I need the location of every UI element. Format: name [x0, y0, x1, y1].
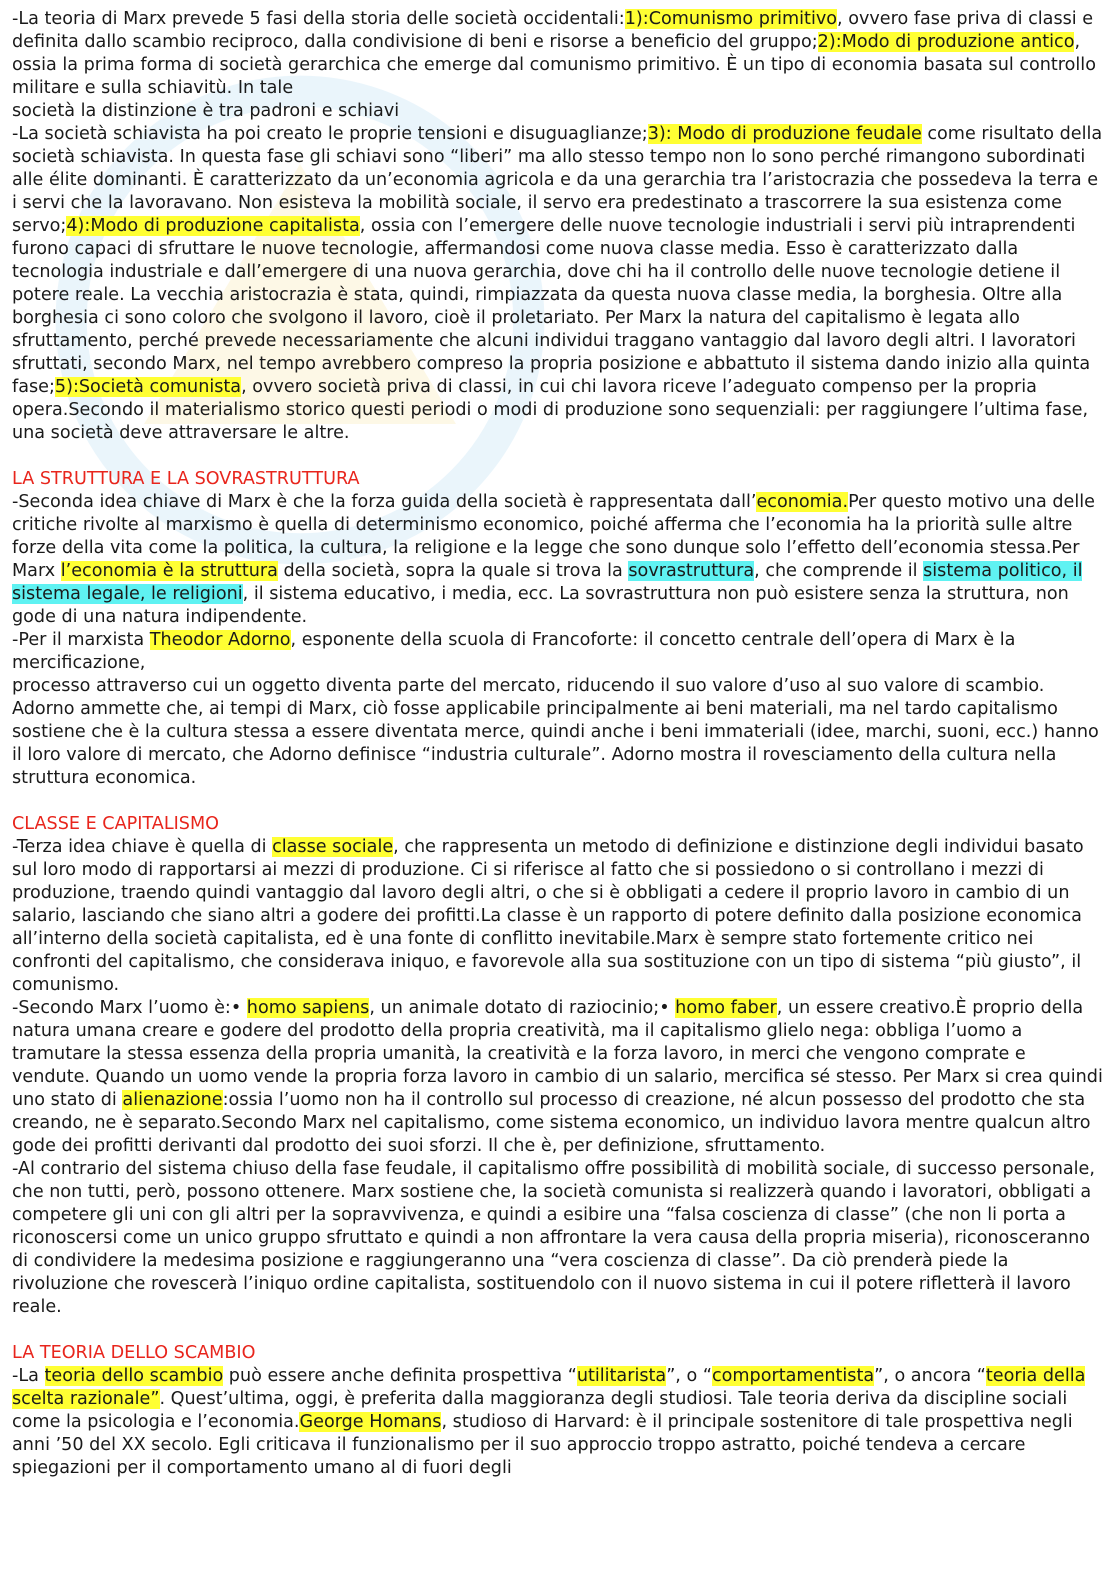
paragraph-mercificazione: processo attraverso cui un oggetto diventa parte del mercato, riducendo il suo valore d’uso al suo valore di scambio. Adorno ammette che, ai tempi di Marx, ciò fosse applicabile principalmente ai beni materiali, ma nel tardo capitalismo sostiene che è la cultura stessa a essere diventata merce, quindi anche i beni immateriali (idee, marchi, suoni, ecc.) hanno il loro valore di mercato, che Adorno definisce “industria culturale”. Adorno mostra il rovesciamento della cultura nella struttura economica.: [12, 676, 1099, 788]
highlight-societa-comunista: 5):Società comunista: [54, 377, 242, 397]
highlight-teoria-dello-scambio: teoria dello scambio: [44, 1366, 224, 1386]
highlight-modo-produzione-capitalista: 4):Modo di produzione capitalista: [66, 216, 360, 236]
paragraph-teoria-scambio: -La teoria dello scambio può essere anche definita prospettiva “utilitarista”, o “comportamentista”, o ancora “teoria della scelta razionale”. Quest’ultima, oggi, è preferita dalla maggioranza degli studiosi. Tale teoria deriva da discipline sociali come la psicologia e l’economia.George Homans, studioso di Harvard: è il principale sostenitore di tale prospettiva negli anni ’50 del XX secolo. Egli criticava il funzionalismo per il suo approccio troppo astratto, poiché tendeva a cercare spiegazioni per il comportamento umano al di fuori degli: [12, 1366, 1086, 1478]
highlight-classe-sociale: classe sociale: [272, 837, 394, 857]
highlight-economia: economia.: [756, 492, 849, 512]
paragraph-classe-sociale: -Terza idea chiave è quella di classe sociale, che rappresenta un metodo di definizione e distinzione degli individui basato sul loro modo di rapportarsi ai mezzi di produzione. Ci si riferisce al fatto che si possiedono o si controllano i mezzi di produzione, traendo quindi vantaggio dal lavoro degli altri, o che si è obbligati a cedere il proprio lavoro in cambio di un salario, lasciando che siano altri a godere dei profitti.La classe è un rapporto di potere definito dalla posizione economica all’interno della società capitalista, ed è una fonte di conflitto inevitabile.Marx è sempre stato fortemente critico nei confronti del capitalismo, che considerava iniquo, e favorevole alla sua sostituzione con un tipo di sistema “più giusto”, il comunismo.: [12, 837, 1084, 995]
highlight-comportamentista: comportamentista: [711, 1366, 875, 1386]
highlight-teoria-scelta-razionale: teoria della scelta razionale”: [12, 1366, 1086, 1409]
highlight-homo-sapiens: homo sapiens: [246, 998, 370, 1018]
document-page: [12, 8, 1104, 1480]
highlight-economia-struttura: l’economia è la struttura: [60, 561, 278, 581]
paragraph-marx-phases: -La teoria di Marx prevede 5 fasi della storia delle società occidentali:1):Comunismo primitivo, ovvero fase priva di classi e definita dallo scambio reciproco, dalla condivisione di beni e risorse a beneficio del gruppo;2):Modo di produzione antico, ossia la prima forma di società gerarchica che emerge dal comunismo primitivo. È un tipo di economia basata sul controllo militare e sulla schiavitù. In tale: [12, 9, 1096, 98]
highlight-modo-produzione-feudale: 3): Modo di produzione feudale: [647, 124, 922, 144]
paragraph-mobilita-sociale: -Al contrario del sistema chiuso della fase feudale, il capitalismo offre possibilità di mobilità sociale, di successo personale, che non tutti, però, possono ottenere. Marx sostiene che, la società comunista si realizzerà quando i lavoratori, obbligati a competere gli uni con gli altri per la sopravvivenza, e quindi a esibire una “falsa coscienza di classe” (che non li porta a riconoscersi come un unico gruppo sfruttato e quindi a non affrontare la vera causa della propria miseria), riconosceranno di condividere la medesima posizione e raggiungeranno una “vera coscienza di classe”. Da ciò prenderà piede la rivoluzione che rovescerà l’iniquo ordine capitalista, sostituendolo con il nuovo sistema in cui il potere rifletterà il lavoro reale.: [12, 1159, 1095, 1317]
highlight-george-homans: George Homans: [299, 1412, 442, 1432]
highlight-modo-produzione-antico: 2):Modo di produzione antico: [817, 32, 1075, 52]
highlight-homo-faber: homo faber: [675, 998, 777, 1018]
highlight-sistema-politico: sistema politico, il sistema legale, le religioni: [12, 561, 1083, 604]
paragraph-adorno: -Per il marxista Theodor Adorno, esponente della scuola di Francoforte: il concetto centrale dell’opera di Marx è la mercificazione,: [12, 630, 1016, 673]
heading-teoria-scambio: LA TEORIA DELLO SCAMBIO: [12, 1343, 256, 1363]
highlight-utilitarista: utilitarista: [576, 1366, 667, 1386]
highlight-alienazione: alienazione: [122, 1090, 223, 1110]
heading-struttura-sovrastruttura: LA STRUTTURA E LA SOVRASTRUTTURA: [12, 469, 360, 489]
paragraph-padroni-schiavi: società la distinzione è tra padroni e schiavi: [12, 101, 400, 121]
highlight-comunismo-primitivo: 1):Comunismo primitivo: [624, 9, 838, 29]
paragraph-feudal-capitalist: -La società schiavista ha poi creato le proprie tensioni e disuguaglianze;3): Modo di produzione feudale come risultato della società schiavista. In questa fase gli schiavi sono “liberi” ma allo stesso tempo non lo sono perché rimangono subordinati alle élite dominanti. È caratterizzato da un’economia agricola e da una gerarchia tra l’aristocrazia che possedeva la terra e i servi che la lavoravano. Non esisteva la mobilità sociale, il servo era predestinato a trascorrere la sua esistenza come servo;4):Modo di produzione capitalista, ossia con l’emergere delle nuove tecnologie industriali i servi più intraprendenti furono capaci di sfruttare le nuove tecnologie, affermandosi come nuova classe media. Esso è caratterizzato dalla tecnologia industriale e dall’emergere di una nuova gerarchia, dove chi ha il controllo delle nuove tecnologie detiene il potere reale. La vecchia aristocrazia è stata, quindi, rimpiazzata da questa nuova classe media, la borghesia. Oltre alla borghesia ci sono coloro che svolgono il lavoro, cioè il proletariato. Per Marx la natura del capitalismo è legata allo sfruttamento, perché prevede necessariamente che alcuni individui traggano vantaggio dal lavoro degli altri. I lavoratori sfruttati, secondo Marx, nel tempo avrebbero compreso la propria posizione e abbattuto il sistema dando inizio alla quinta fase;5):Società comunista, ovvero società priva di classi, in cui chi lavora riceve l’adeguato compenso per la propria opera.Secondo il materialismo storico questi periodi o modi di produzione sono sequenziali: per raggiungere l’ultima fase, una società deve attraversare le altre.: [12, 124, 1103, 443]
paragraph-economia-struttura: -Seconda idea chiave di Marx è che la forza guida della società è rappresentata dall’economia.Per questo motivo una delle critiche rivolte al marxismo è quella di determinismo economico, poiché afferma che l’economia ha la priorità sulle altre forze della vita come la politica, la cultura, la religione e la legge che sono dunque solo l’effetto dell’economia stessa.Per Marx l’economia è la struttura della società, sopra la quale si trova la sovrastruttura, che comprende il sistema politico, il sistema legale, le religioni, il sistema educativo, i media, ecc. La sovrastruttura non può esistere senza la struttura, non gode di una natura indipendente.: [12, 492, 1095, 627]
heading-classe-capitalismo: CLASSE E CAPITALISMO: [12, 814, 220, 834]
highlight-theodor-adorno: Theodor Adorno: [149, 630, 291, 650]
paragraph-homo: -Secondo Marx l’uomo è:• homo sapiens, un animale dotato di raziocinio;• homo faber, un essere creativo.È proprio della natura umana creare e godere del prodotto della propria creatività, ma il capitalismo glielo nega: obbliga l’uomo a tramutare la stessa essenza della propria umanità, la creatività e la forza lavoro, in merci che vengono comprate e vendute. Quando un uomo vende la propria forza lavoro in cambio di un salario, mercifica sé stesso. Per Marx si crea quindi uno stato di alienazione:ossia l’uomo non ha il controllo sul processo di creazione, né alcun possesso del prodotto che sta creando, ne è separato.Secondo Marx nel capitalismo, come sistema economico, un individuo lavora mentre qualcun altro gode dei profitti derivanti dal prodotto dei suoi sforzi. Il che è, per definizione, sfruttamento.: [12, 998, 1103, 1156]
highlight-sovrastruttura: sovrastruttura: [628, 561, 755, 581]
